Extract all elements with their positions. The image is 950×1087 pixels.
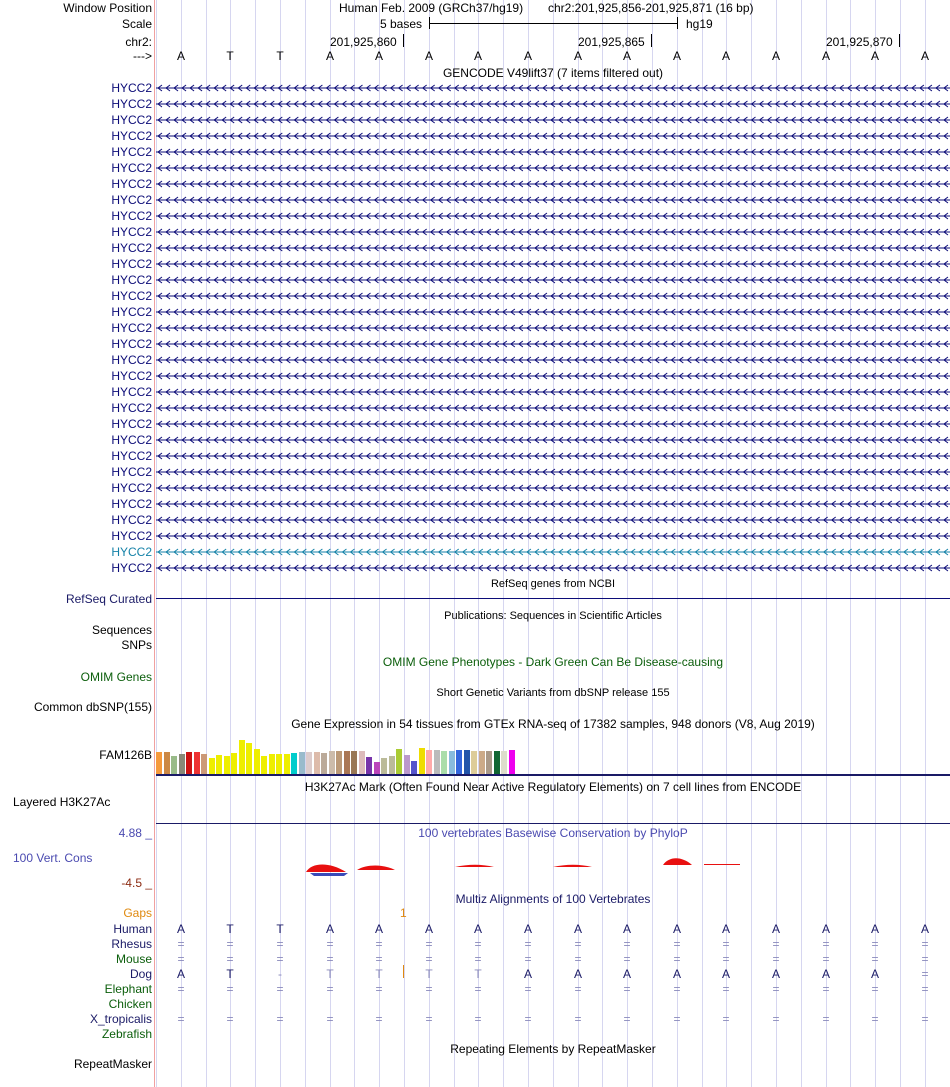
scale-bar-right-tick bbox=[677, 17, 678, 29]
gencode-gene-label[interactable]: HYCC2 bbox=[111, 241, 152, 255]
gtex-tissue-bar[interactable] bbox=[336, 751, 342, 774]
gencode-transcript[interactable] bbox=[156, 497, 950, 511]
gencode-transcript[interactable] bbox=[156, 545, 950, 559]
gtex-tissue-bar[interactable] bbox=[456, 750, 462, 774]
alignment-base: T bbox=[326, 967, 334, 981]
phylop-max-label: 4.88 _ bbox=[118, 826, 152, 840]
gtex-tissue-bar[interactable] bbox=[186, 752, 192, 774]
alignment-base: A bbox=[870, 967, 879, 981]
multiz-species-label[interactable]: Rhesus bbox=[111, 937, 152, 951]
gencode-gene-label[interactable]: HYCC2 bbox=[111, 305, 152, 319]
multiz-species-label[interactable]: Zebrafish bbox=[101, 1027, 152, 1041]
gencode-transcript[interactable] bbox=[156, 257, 950, 271]
gtex-tissue-bar[interactable] bbox=[381, 758, 387, 774]
gencode-transcript[interactable] bbox=[156, 337, 950, 351]
gencode-transcript[interactable] bbox=[156, 305, 950, 319]
dbsnp-track-title[interactable]: Short Genetic Variants from dbSNP release 155 bbox=[436, 687, 670, 699]
publications-snps-label[interactable]: SNPs bbox=[121, 638, 152, 652]
alignment-base: = bbox=[623, 982, 631, 996]
chrom-label: chr2: bbox=[125, 35, 152, 49]
gencode-gene-label[interactable]: HYCC2 bbox=[111, 401, 152, 415]
gencode-gene-label[interactable]: HYCC2 bbox=[111, 417, 152, 431]
alignment-base: = bbox=[226, 1012, 234, 1026]
alignment-base: = bbox=[276, 952, 284, 966]
alignment-base: = bbox=[425, 952, 433, 966]
phylop-peak bbox=[704, 864, 740, 865]
h3k27ac-baseline bbox=[156, 823, 950, 824]
alignment-base: = bbox=[326, 982, 334, 996]
alignment-base: = bbox=[772, 1012, 780, 1026]
alignment-base: = bbox=[871, 937, 879, 951]
alignment-base: = bbox=[524, 937, 532, 951]
alignment-base: = bbox=[574, 937, 582, 951]
tick-mark bbox=[651, 34, 652, 47]
multiz-species-label[interactable]: Mouse bbox=[115, 952, 152, 966]
scale-db: hg19 bbox=[686, 17, 713, 31]
window-position-label: Window Position bbox=[63, 1, 152, 15]
gencode-gene-label[interactable]: HYCC2 bbox=[111, 545, 152, 559]
phylop-label[interactable]: 100 Vert. Cons bbox=[13, 851, 93, 865]
gtex-tissue-bar[interactable] bbox=[201, 754, 207, 774]
gencode-gene-label[interactable]: HYCC2 bbox=[111, 385, 152, 399]
multiz-species-label[interactable]: Chicken bbox=[108, 997, 152, 1011]
alignment-base: T bbox=[474, 967, 482, 981]
reference-base: A bbox=[573, 49, 582, 63]
gtex-tissue-bar[interactable] bbox=[276, 754, 282, 774]
alignment-base: = bbox=[375, 952, 383, 966]
dog-gap-marker bbox=[403, 965, 404, 978]
gtex-tissue-bar[interactable] bbox=[434, 750, 440, 774]
multiz-species-label[interactable]: Human bbox=[113, 922, 152, 936]
alignment-base: = bbox=[822, 952, 830, 966]
omim-label[interactable]: OMIM Genes bbox=[80, 670, 152, 684]
gtex-tissue-bar[interactable] bbox=[291, 753, 297, 774]
omim-track-title[interactable]: OMIM Gene Phenotypes - Dark Green Can Be Disease-causing bbox=[382, 655, 724, 669]
alignment-base: = bbox=[722, 982, 730, 996]
gencode-transcript[interactable] bbox=[156, 273, 950, 287]
gencode-transcript[interactable] bbox=[156, 417, 950, 431]
gencode-gene-label[interactable]: HYCC2 bbox=[111, 129, 152, 143]
gtex-tissue-bar[interactable] bbox=[441, 751, 447, 774]
alignment-base: A bbox=[672, 922, 681, 936]
alignment-base: = bbox=[673, 937, 681, 951]
gtex-tissue-bar[interactable] bbox=[494, 751, 500, 774]
phylop-track-title[interactable]: 100 vertebrates Basewise Conservation by PhyloP bbox=[418, 826, 688, 840]
gencode-gene-label[interactable]: HYCC2 bbox=[111, 257, 152, 271]
alignment-base: = bbox=[524, 1012, 532, 1026]
gencode-transcript[interactable] bbox=[156, 449, 950, 463]
alignment-base: = bbox=[474, 952, 482, 966]
alignment-base: T bbox=[226, 967, 234, 981]
gencode-transcript[interactable] bbox=[156, 353, 950, 367]
alignment-base: = bbox=[226, 952, 234, 966]
repeatmasker-label[interactable]: RepeatMasker bbox=[73, 1057, 152, 1071]
gtex-tissue-bar[interactable] bbox=[351, 751, 357, 774]
alignment-base: = bbox=[623, 952, 631, 966]
gencode-transcript[interactable] bbox=[156, 113, 950, 127]
gtex-tissue-bar[interactable] bbox=[464, 750, 470, 774]
reference-base: A bbox=[622, 49, 631, 63]
alignment-base: = bbox=[276, 982, 284, 996]
gtex-gene-label[interactable]: FAM126B bbox=[99, 748, 152, 762]
reference-base: A bbox=[672, 49, 681, 63]
gencode-gene-label[interactable]: HYCC2 bbox=[111, 433, 152, 447]
alignment-base: A bbox=[176, 967, 185, 981]
alignment-base: = bbox=[474, 937, 482, 951]
gtex-tissue-bar[interactable] bbox=[366, 757, 372, 774]
alignment-base: A bbox=[672, 967, 681, 981]
gencode-transcript[interactable] bbox=[156, 513, 950, 527]
gencode-gene-label[interactable]: HYCC2 bbox=[111, 161, 152, 175]
gencode-transcript[interactable] bbox=[156, 561, 950, 575]
alignment-base: = bbox=[772, 952, 780, 966]
gtex-tissue-bar[interactable] bbox=[231, 753, 237, 774]
gencode-transcript[interactable] bbox=[156, 177, 950, 191]
alignment-base: = bbox=[871, 952, 879, 966]
alignment-base: = bbox=[673, 982, 681, 996]
multiz-track-title[interactable]: Multiz Alignments of 100 Vertebrates bbox=[455, 892, 651, 906]
gencode-gene-label[interactable]: HYCC2 bbox=[111, 481, 152, 495]
gtex-tissue-bar[interactable] bbox=[321, 753, 327, 774]
reference-base: A bbox=[523, 49, 532, 63]
alignment-base: = bbox=[524, 982, 532, 996]
alignment-base: = bbox=[673, 1012, 681, 1026]
alignment-base: = bbox=[921, 967, 929, 981]
alignment-base: = bbox=[921, 982, 929, 996]
alignment-base: = bbox=[772, 982, 780, 996]
reference-base: A bbox=[870, 49, 879, 63]
h3k27ac-label[interactable]: Layered H3K27Ac bbox=[13, 795, 111, 809]
gtex-tissue-bar[interactable] bbox=[209, 758, 215, 774]
gencode-gene-label[interactable]: HYCC2 bbox=[111, 225, 152, 239]
phylop-peak bbox=[306, 865, 346, 873]
alignment-base: = bbox=[574, 982, 582, 996]
gencode-transcript[interactable] bbox=[156, 193, 950, 207]
alignment-base: A bbox=[176, 922, 185, 936]
gencode-transcript[interactable] bbox=[156, 385, 950, 399]
gencode-transcript[interactable] bbox=[156, 225, 950, 239]
gtex-tissue-bar[interactable] bbox=[404, 755, 410, 774]
alignment-base: T bbox=[425, 967, 433, 981]
alignment-base: A bbox=[920, 922, 929, 936]
publications-track-title[interactable]: Publications: Sequences in Scientific Articles bbox=[444, 610, 662, 622]
gencode-transcript[interactable] bbox=[156, 289, 950, 303]
multiz-species-label[interactable]: X_tropicalis bbox=[89, 1012, 152, 1026]
gencode-transcript[interactable] bbox=[156, 241, 950, 255]
gencode-gene-label[interactable]: HYCC2 bbox=[111, 321, 152, 335]
alignment-base: = bbox=[722, 1012, 730, 1026]
alignment-base: = bbox=[226, 937, 234, 951]
scale-label: Scale bbox=[121, 17, 152, 31]
gtex-tissue-bar[interactable] bbox=[224, 756, 230, 774]
alignment-base: = bbox=[226, 982, 234, 996]
alignment-base: A bbox=[523, 922, 532, 936]
gencode-transcript[interactable] bbox=[156, 145, 950, 159]
gtex-tissue-bar[interactable] bbox=[449, 751, 455, 774]
alignment-base: = bbox=[921, 952, 929, 966]
gtex-tissue-bar[interactable] bbox=[254, 749, 260, 774]
gap-value: 1 bbox=[400, 906, 407, 920]
alignment-base: A bbox=[622, 967, 631, 981]
gtex-tissue-bar[interactable] bbox=[299, 752, 305, 774]
alignment-base: = bbox=[276, 937, 284, 951]
gencode-gene-label[interactable]: HYCC2 bbox=[111, 81, 152, 95]
gtex-tissue-bar[interactable] bbox=[239, 740, 245, 774]
gencode-gene-label[interactable]: HYCC2 bbox=[111, 513, 152, 527]
alignment-base: = bbox=[375, 1012, 383, 1026]
gtex-tissue-bar[interactable] bbox=[389, 756, 395, 774]
tick-label: 201,925,870 bbox=[826, 35, 893, 49]
gencode-gene-label[interactable]: HYCC2 bbox=[111, 449, 152, 463]
gencode-transcript[interactable] bbox=[156, 209, 950, 223]
alignment-base: T bbox=[375, 967, 383, 981]
gtex-tissue-bar[interactable] bbox=[374, 762, 380, 774]
gencode-gene-label[interactable]: HYCC2 bbox=[111, 369, 152, 383]
alignment-base: A bbox=[573, 967, 582, 981]
alignment-base: = bbox=[425, 937, 433, 951]
phylop-peak bbox=[455, 865, 494, 867]
phylop-min-label: -4.5 _ bbox=[121, 876, 152, 890]
alignment-base: A bbox=[523, 967, 532, 981]
alignment-base: = bbox=[177, 952, 185, 966]
gencode-transcript[interactable] bbox=[156, 465, 950, 479]
multiz-species-label[interactable]: Elephant bbox=[104, 982, 152, 996]
gtex-tissue-bar[interactable] bbox=[426, 750, 432, 774]
gencode-gene-label[interactable]: HYCC2 bbox=[111, 193, 152, 207]
reference-base: T bbox=[226, 49, 234, 63]
strand-label: ---> bbox=[133, 49, 152, 63]
alignment-base: = bbox=[326, 1012, 334, 1026]
alignment-base: = bbox=[177, 937, 185, 951]
gencode-gene-label[interactable]: HYCC2 bbox=[111, 529, 152, 543]
h3k27ac-track-title[interactable]: H3K27Ac Mark (Often Found Near Active Regulatory Elements) on 7 cell lines from ENCODE bbox=[304, 780, 802, 794]
gtex-tissue-bar[interactable] bbox=[501, 751, 507, 774]
refseq-track-title[interactable]: RefSeq genes from NCBI bbox=[490, 578, 616, 590]
gencode-transcript[interactable] bbox=[156, 481, 950, 495]
alignment-base: A bbox=[821, 967, 830, 981]
gtex-tissue-bar[interactable] bbox=[396, 749, 402, 774]
alignment-base: A bbox=[771, 922, 780, 936]
alignment-base: T bbox=[226, 922, 234, 936]
alignment-base: = bbox=[425, 1012, 433, 1026]
gtex-tissue-bar[interactable] bbox=[479, 751, 485, 774]
alignment-base: A bbox=[374, 922, 383, 936]
gtex-track-title[interactable]: Gene Expression in 54 tissues from GTEx RNA-seq of 17382 samples, 948 donors (V8, Aug 2019) bbox=[291, 717, 815, 731]
repeatmasker-track-title[interactable]: Repeating Elements by RepeatMasker bbox=[450, 1042, 656, 1056]
gencode-transcript[interactable] bbox=[156, 433, 950, 447]
gtex-tissue-bar[interactable] bbox=[411, 761, 417, 774]
tick-label: 201,925,865 bbox=[578, 35, 645, 49]
alignment-base: = bbox=[574, 952, 582, 966]
alignment-base: T bbox=[276, 922, 284, 936]
gtex-tissue-bar[interactable] bbox=[269, 754, 275, 774]
alignment-base: = bbox=[474, 1012, 482, 1026]
alignment-base: = bbox=[177, 1012, 185, 1026]
gtex-tissue-bar[interactable] bbox=[344, 751, 350, 774]
alignment-base: A bbox=[721, 922, 730, 936]
alignment-base: = bbox=[871, 1012, 879, 1026]
alignment-base: = bbox=[326, 937, 334, 951]
reference-base: A bbox=[721, 49, 730, 63]
multiz-species-label[interactable]: Dog bbox=[129, 967, 152, 981]
alignment-base: = bbox=[822, 1012, 830, 1026]
gencode-transcript[interactable] bbox=[156, 529, 950, 543]
reference-base: T bbox=[276, 49, 284, 63]
gencode-gene-label[interactable]: HYCC2 bbox=[111, 561, 152, 575]
alignment-base: = bbox=[822, 937, 830, 951]
gtex-baseline bbox=[156, 774, 950, 776]
gencode-gene-label[interactable]: HYCC2 bbox=[111, 113, 152, 127]
gtex-tissue-bar[interactable] bbox=[306, 752, 312, 774]
gencode-transcript[interactable] bbox=[156, 97, 950, 111]
refseq-gene-line[interactable] bbox=[156, 598, 950, 599]
alignment-base: = bbox=[921, 1012, 929, 1026]
alignment-base: A bbox=[573, 922, 582, 936]
gtex-tissue-bar[interactable] bbox=[284, 754, 290, 774]
alignment-base: = bbox=[722, 937, 730, 951]
alignment-base: = bbox=[623, 937, 631, 951]
alignment-base: = bbox=[425, 982, 433, 996]
gtex-tissue-bar[interactable] bbox=[471, 751, 477, 774]
gtex-tissue-bar[interactable] bbox=[261, 756, 267, 774]
gencode-transcript[interactable] bbox=[156, 129, 950, 143]
alignment-base: A bbox=[771, 967, 780, 981]
tick-mark bbox=[403, 34, 404, 47]
reference-base: A bbox=[325, 49, 334, 63]
reference-base: A bbox=[374, 49, 383, 63]
gencode-gene-label[interactable]: HYCC2 bbox=[111, 273, 152, 287]
alignment-base: A bbox=[721, 967, 730, 981]
phylop-peak bbox=[553, 865, 592, 867]
alignment-base: = bbox=[673, 952, 681, 966]
gencode-gene-label[interactable]: HYCC2 bbox=[111, 353, 152, 367]
gtex-tissue-bar[interactable] bbox=[246, 743, 252, 774]
dbsnp-label[interactable]: Common dbSNP(155) bbox=[33, 700, 152, 714]
gencode-transcript[interactable] bbox=[156, 369, 950, 383]
gencode-gene-label[interactable]: HYCC2 bbox=[111, 145, 152, 159]
alignment-base: = bbox=[375, 937, 383, 951]
reference-base: A bbox=[176, 49, 185, 63]
position-text: chr2:201,925,856-201,925,871 (16 bp) bbox=[548, 1, 754, 15]
assembly-text: Human Feb. 2009 (GRCh37/hg19) bbox=[339, 1, 524, 15]
gtex-tissue-bar[interactable] bbox=[329, 751, 335, 774]
gtex-tissue-bar[interactable] bbox=[179, 754, 185, 774]
scale-bases: 5 bases bbox=[380, 17, 423, 31]
label-divider bbox=[154, 0, 155, 1087]
phylop-dip bbox=[310, 873, 348, 876]
gencode-transcript[interactable] bbox=[156, 321, 950, 335]
gencode-transcript[interactable] bbox=[156, 161, 950, 175]
alignment-base: = bbox=[623, 1012, 631, 1026]
gencode-track-title[interactable]: GENCODE V49lift37 (7 items filtered out) bbox=[442, 66, 664, 80]
gencode-gene-label[interactable]: HYCC2 bbox=[111, 97, 152, 111]
alignment-base: = bbox=[772, 937, 780, 951]
gencode-gene-label[interactable]: HYCC2 bbox=[111, 337, 152, 351]
reference-base: A bbox=[424, 49, 433, 63]
alignment-base: = bbox=[822, 982, 830, 996]
gtex-tissue-bar[interactable] bbox=[486, 751, 492, 774]
gtex-tissue-bar[interactable] bbox=[509, 750, 515, 774]
gtex-tissue-bar[interactable] bbox=[216, 755, 222, 774]
alignment-base: = bbox=[177, 982, 185, 996]
gencode-gene-label[interactable]: HYCC2 bbox=[111, 177, 152, 191]
publications-sequences-label[interactable]: Sequences bbox=[91, 623, 152, 637]
alignment-base: A bbox=[622, 922, 631, 936]
gtex-tissue-bar[interactable] bbox=[164, 752, 170, 774]
refseq-label[interactable]: RefSeq Curated bbox=[65, 592, 152, 606]
alignment-base: = bbox=[474, 982, 482, 996]
alignment-base: A bbox=[870, 922, 879, 936]
gaps-label[interactable]: Gaps bbox=[123, 906, 152, 920]
reference-base: A bbox=[821, 49, 830, 63]
alignment-base: = bbox=[871, 982, 879, 996]
gencode-transcript[interactable] bbox=[156, 81, 950, 95]
gtex-tissue-bar[interactable] bbox=[171, 756, 177, 774]
alignment-base: = bbox=[375, 982, 383, 996]
alignment-base: = bbox=[276, 1012, 284, 1026]
gtex-tissue-bar[interactable] bbox=[314, 752, 320, 774]
phylop-peak bbox=[357, 866, 395, 871]
alignment-base: A bbox=[325, 922, 334, 936]
alignment-base: = bbox=[524, 952, 532, 966]
alignment-base: A bbox=[821, 922, 830, 936]
alignment-base: A bbox=[424, 922, 433, 936]
gencode-gene-label[interactable]: HYCC2 bbox=[111, 289, 152, 303]
gencode-transcript[interactable] bbox=[156, 401, 950, 415]
alignment-base: = bbox=[574, 1012, 582, 1026]
gencode-gene-label[interactable]: HYCC2 bbox=[111, 209, 152, 223]
alignment-base: = bbox=[326, 952, 334, 966]
gtex-tissue-bar[interactable] bbox=[194, 752, 200, 774]
gencode-gene-label[interactable]: HYCC2 bbox=[111, 497, 152, 511]
tick-label: 201,925,860 bbox=[330, 35, 397, 49]
alignment-base: = bbox=[722, 952, 730, 966]
alignment-base: = bbox=[921, 937, 929, 951]
reference-base: A bbox=[771, 49, 780, 63]
gtex-tissue-bar[interactable] bbox=[419, 748, 425, 774]
reference-base: A bbox=[920, 49, 929, 63]
alignment-base: - bbox=[278, 967, 282, 981]
tick-mark bbox=[899, 34, 900, 47]
gtex-tissue-bar[interactable] bbox=[156, 752, 162, 774]
alignment-base: A bbox=[473, 922, 482, 936]
gencode-gene-label[interactable]: HYCC2 bbox=[111, 465, 152, 479]
gtex-tissue-bar[interactable] bbox=[359, 751, 365, 774]
scale-bar bbox=[429, 23, 677, 24]
reference-base: A bbox=[473, 49, 482, 63]
